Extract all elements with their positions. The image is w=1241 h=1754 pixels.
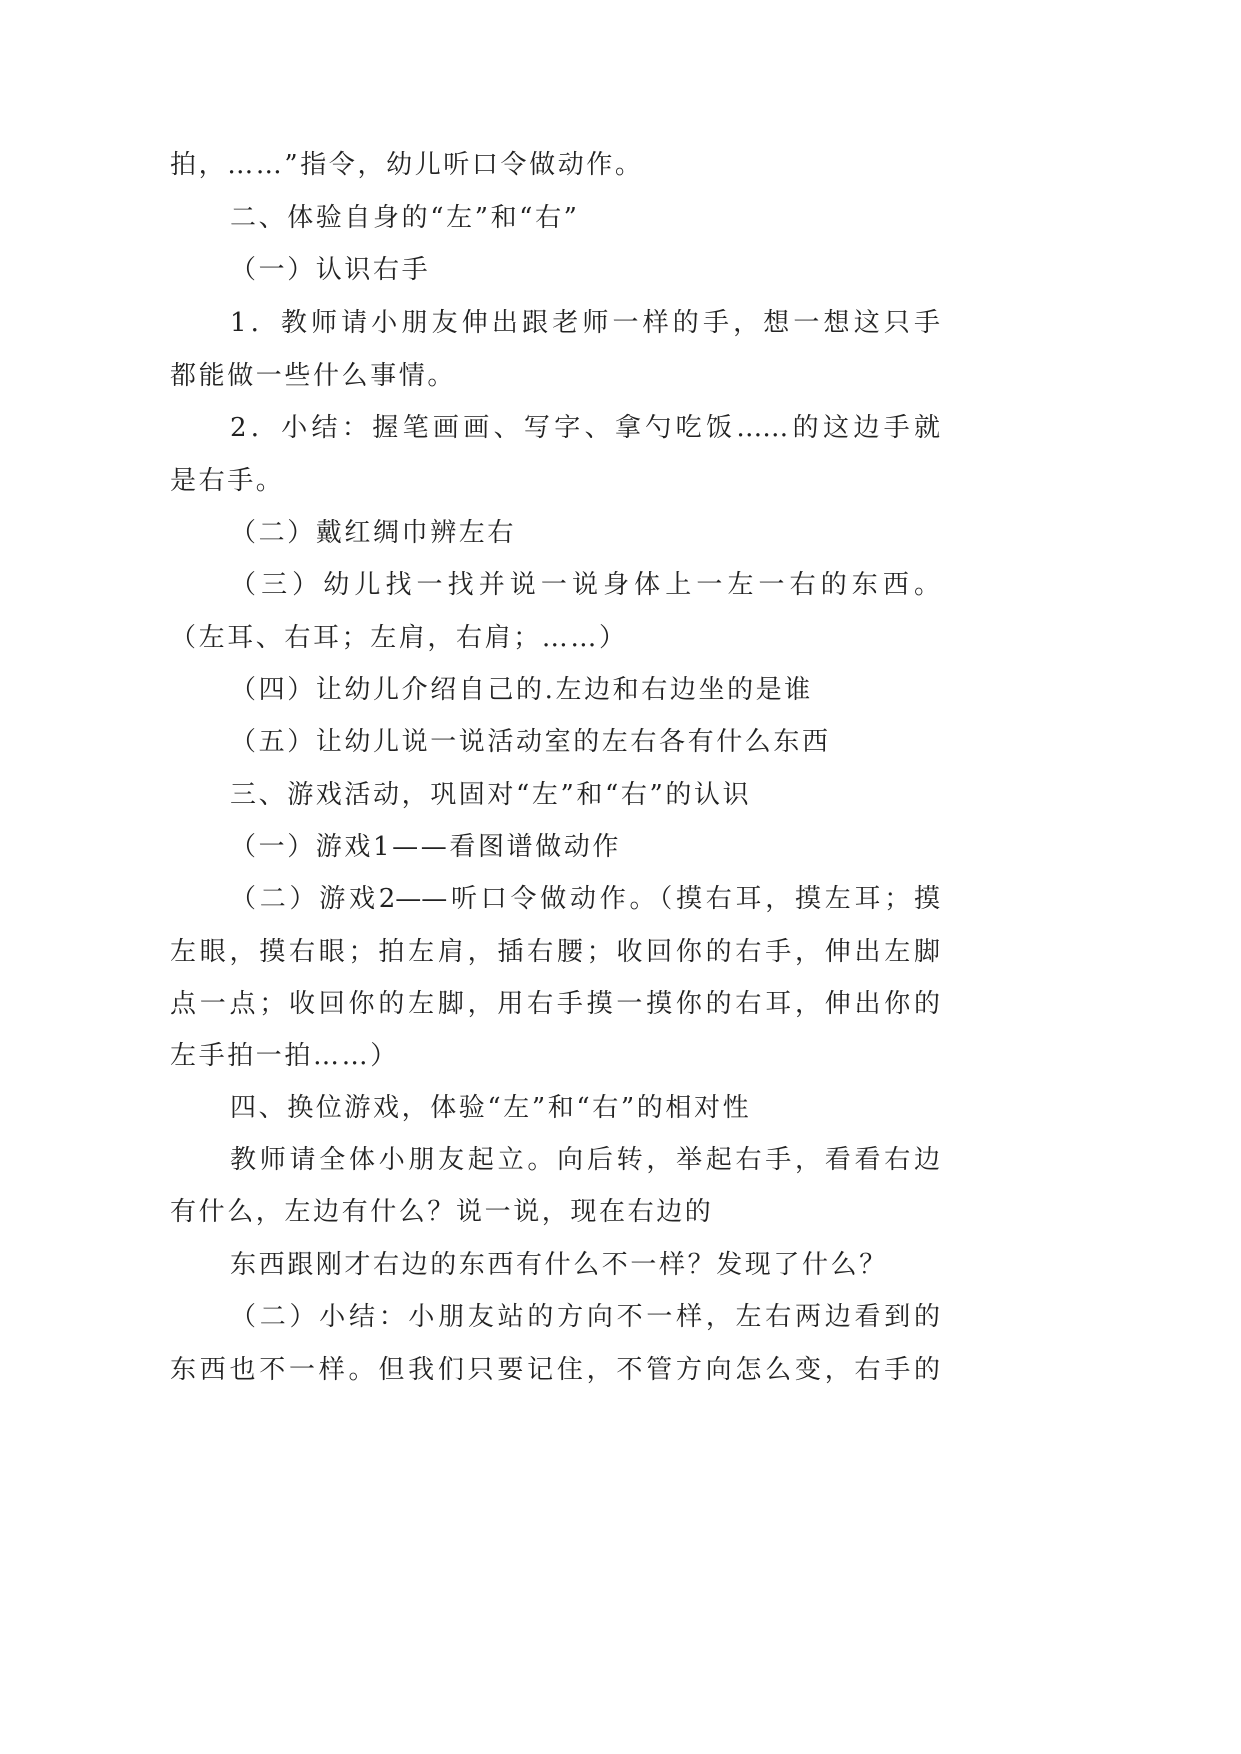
text-line: 拍，……”指令，幼儿听口令做动作。 <box>170 150 644 180</box>
text-line: 左手拍一拍……） <box>170 1041 399 1071</box>
text-line: （左耳、右耳；左肩，右肩；……） <box>170 623 628 653</box>
text-line: （二）游戏2——听口令做动作。（摸右耳，摸左耳；摸 <box>230 884 940 914</box>
text-line: 是右手。 <box>170 466 285 496</box>
text-line: （五）让幼儿说一说活动室的左右各有什么东西 <box>230 727 831 757</box>
text-line: 东西跟刚才右边的东西有什么不一样？发现了什么？ <box>230 1250 888 1280</box>
text-line: （二）小结：小朋友站的方向不一样，左右两边看到的 <box>230 1302 940 1332</box>
section-heading: 四、换位游戏，体验“左”和“右”的相对性 <box>230 1093 752 1123</box>
text-line: 有什么，左边有什么？说一说，现在右边的 <box>170 1197 714 1227</box>
text-line: 1．教师请小朋友伸出跟老师一样的手，想一想这只手 <box>230 308 940 338</box>
subsection-heading: （一）游戏1——看图谱做动作 <box>230 832 621 862</box>
text-line: 教师请全体小朋友起立。向后转，举起右手，看看右边 <box>230 1145 940 1175</box>
text-line: （三）幼儿找一找并说一说身体上一左一右的东西。 <box>230 570 940 600</box>
text-line: 左眼，摸右眼；拍左肩，插右腰；收回你的右手，伸出左脚 <box>170 937 940 967</box>
text-line: （四）让幼儿介绍自己的.左边和右边坐的是谁 <box>230 675 813 705</box>
text-line: 都能做一些什么事情。 <box>170 361 457 391</box>
text-line: 2．小结：握笔画画、写字、拿勺吃饭……的这边手就 <box>230 413 940 443</box>
subsection-heading: （一）认识右手 <box>230 255 431 285</box>
section-heading: 三、游戏活动，巩固对“左”和“右”的认识 <box>230 780 752 810</box>
subsection-heading: （二）戴红绸巾辨左右 <box>230 518 517 548</box>
section-heading: 二、体验自身的“左”和“右” <box>230 203 580 233</box>
text-line: 东西也不一样。但我们只要记住，不管方向怎么变，右手的 <box>170 1355 940 1385</box>
text-line: 点一点；收回你的左脚，用右手摸一摸你的右耳，伸出你的 <box>170 989 940 1019</box>
